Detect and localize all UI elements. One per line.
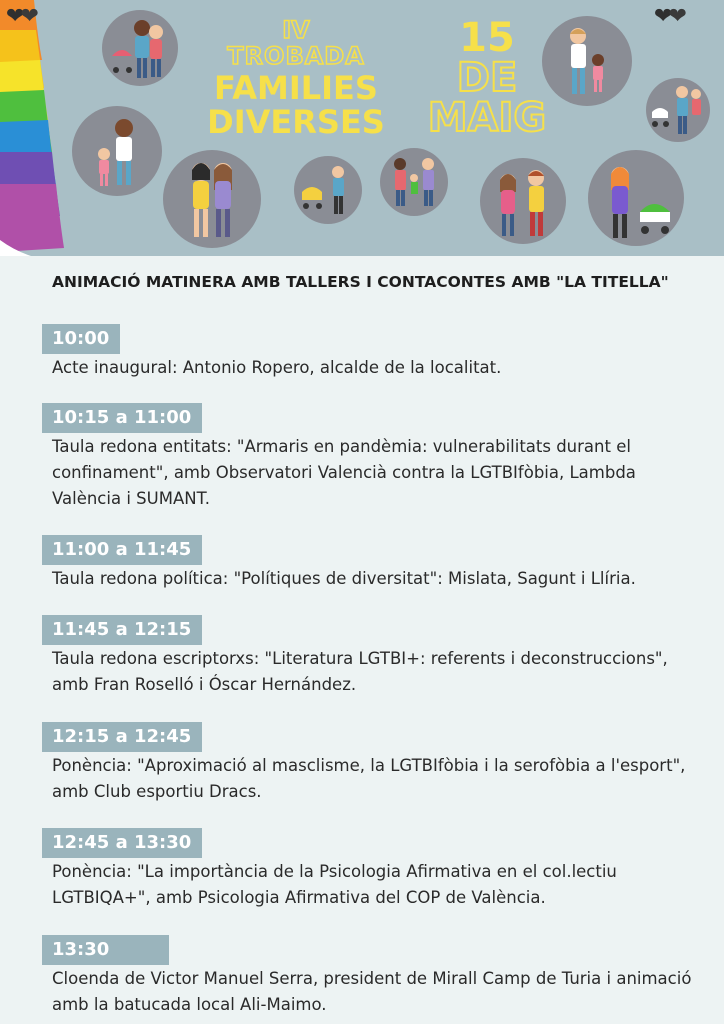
rainbow-flag-icon <box>0 0 70 256</box>
entry-description <box>52 859 714 911</box>
time-badge: 10:00 <box>42 324 120 354</box>
time-badge: 11:00 a 11:45 <box>42 535 202 565</box>
family-illustration-icon <box>542 16 632 106</box>
date-de: DE <box>456 55 518 101</box>
trobada-label: TROBADA <box>227 42 365 70</box>
entry-description <box>52 753 714 805</box>
hearts-left-icon: ❤❤ <box>6 4 35 29</box>
time-badge: 11:45 a 12:15 <box>42 615 202 645</box>
family-illustration-icon <box>646 78 710 142</box>
date-day: 15 <box>459 15 515 61</box>
date-month: MAIG <box>427 95 547 141</box>
families-label: FAMILIES <box>214 69 378 107</box>
description-line: Ponència: "La importància de la Psicologia Afirmativa en el col.lectiu <box>52 862 617 881</box>
description-line: confinament", amb Observatori Valencià contra la LGTBIfòbia, Lambda <box>52 463 636 482</box>
description-line: amb Club esportiu Dracs. <box>52 782 262 801</box>
description-line: Acte inaugural: Antonio Ropero, alcalde de la localitat. <box>52 358 502 377</box>
header-banner <box>0 0 724 256</box>
edition-label: IV <box>282 16 310 44</box>
description-line: Taula redona entitats: "Armaris en pandèmia: vulnerabilitats durant el <box>52 437 631 456</box>
description-line: Ponència: "Aproximació al masclisme, la LGTBIfòbia i la serofòbia a l'esport", <box>52 756 686 775</box>
hearts-right-icon: ❤❤ <box>654 4 683 29</box>
schedule-entry <box>42 722 714 805</box>
entry-description <box>52 434 714 512</box>
family-illustration-icon <box>72 106 162 196</box>
description-line: Cloenda de Victor Manuel Serra, president de Mirall Camp de Turia i animació <box>52 969 692 988</box>
description-line: Taula redona política: "Polítiques de diversitat": Mislata, Sagunt i Llíria. <box>52 569 636 588</box>
schedule-entry <box>42 535 714 592</box>
schedule-entry <box>42 324 714 381</box>
entry-description <box>52 566 714 592</box>
schedule-entry <box>42 828 714 911</box>
time-badge: 12:45 a 13:30 <box>42 828 202 858</box>
time-badge: 10:15 a 11:00 <box>42 403 202 433</box>
event-date <box>412 15 562 141</box>
schedule-entry <box>42 935 714 1018</box>
page-heading: ANIMACIÓ MATINERA AMB TALLERS I CONTACONTES AMB "LA TITELLA" <box>52 273 669 291</box>
entry-description <box>52 355 714 381</box>
event-title <box>196 16 396 141</box>
time-badge: 12:15 a 12:45 <box>42 722 202 752</box>
family-illustration-icon <box>380 148 448 216</box>
schedule-entry <box>42 403 714 512</box>
family-illustration-icon <box>102 10 178 86</box>
family-illustration-icon <box>588 150 684 246</box>
diverses-label: DIVERSES <box>207 103 385 141</box>
description-line: amb Fran Roselló i Óscar Hernández. <box>52 675 357 694</box>
description-line: València i SUMANT. <box>52 489 210 508</box>
family-illustration-icon <box>480 158 566 244</box>
description-line: Taula redona escriptorxs: "Literatura LGTBI+: referents i deconstruccions", <box>52 649 668 668</box>
family-illustration-icon <box>163 150 261 248</box>
family-illustration-icon <box>294 156 362 224</box>
description-line: amb la batucada local Ali-Maimo. <box>52 995 327 1014</box>
description-line: LGTBIQA+", amb Psicologia Afirmativa del COP de València. <box>52 888 546 907</box>
entry-description <box>52 966 714 1018</box>
time-badge: 13:30 <box>42 935 169 965</box>
entry-description <box>52 646 714 698</box>
schedule-entry <box>42 615 714 698</box>
